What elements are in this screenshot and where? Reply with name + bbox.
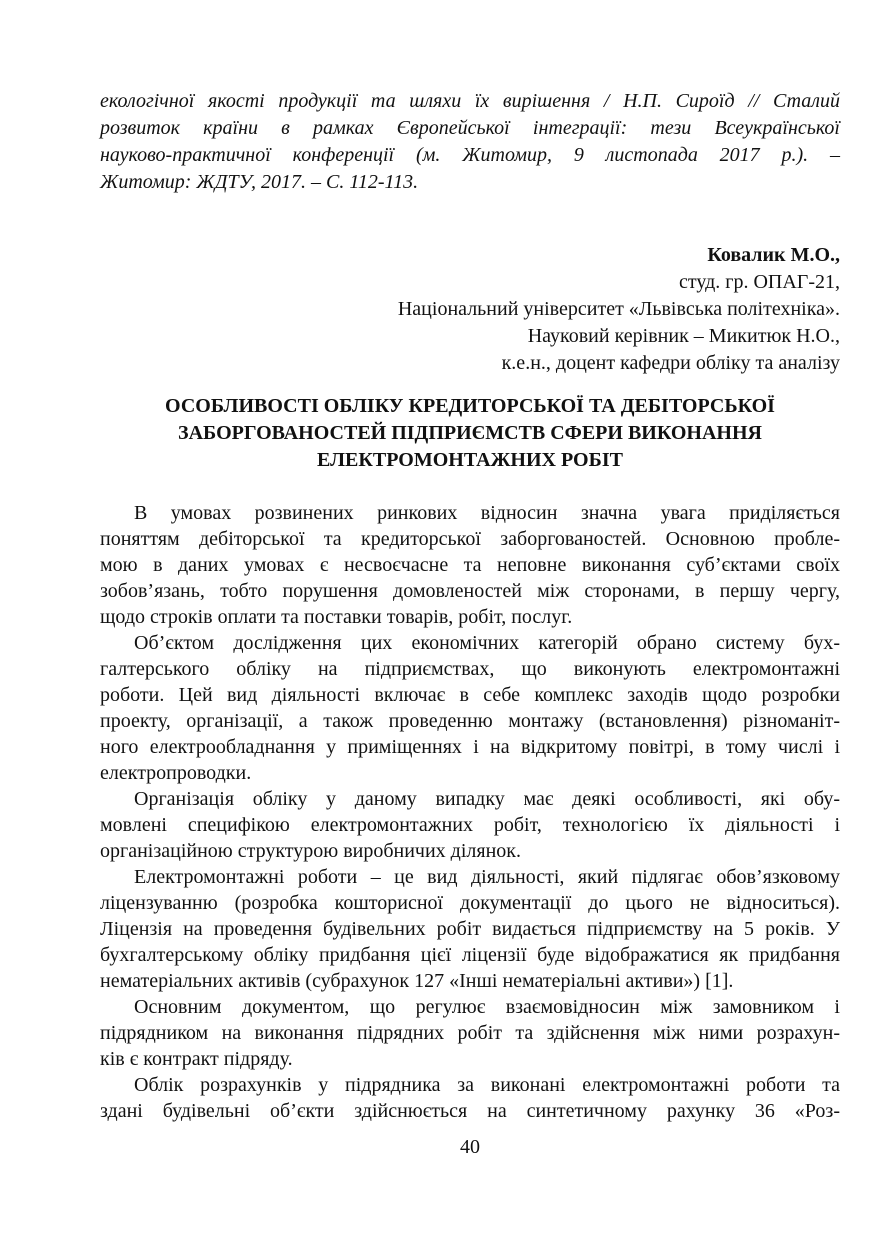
paragraph [100, 786, 840, 864]
paragraph [100, 864, 840, 994]
article-title-line: ОСОБЛИВОСТІ ОБЛІКУ КРЕДИТОРСЬКОЇ ТА ДЕБІТОРСЬКОЇ [165, 395, 775, 417]
text-line: Ліцензія на проведення будівельних робіт видається підприємству на 5 років. У [100, 918, 840, 940]
text-line: організаційною структурою виробничих ділянок. [100, 840, 522, 862]
reference-line: науково-практичної конференції (м. Житомир, 9 листопада 2017 р.). – [100, 144, 840, 166]
author-detail-line: Національний університет «Львівська політехніка». [397, 298, 840, 320]
author-name: Ковалик М.О., [707, 244, 840, 266]
article-title-line: ЗАБОРГОВАНОСТЕЙ ПІДПРИЄМСТВ СФЕРИ ВИКОНАННЯ [178, 422, 762, 444]
article-title-line: ЕЛЕКТРОМОНТАЖНИХ РОБІТ [317, 449, 623, 471]
text-line: здані будівельні об’єкти здійснюється на синтетичному рахунку 36 «Роз- [100, 1100, 840, 1122]
paragraph [100, 994, 840, 1072]
paragraph [100, 1072, 840, 1124]
author-detail-line: Науковий керівник – Микитюк Н.О., [527, 325, 840, 347]
text-line: бухгалтерському обліку придбання цієї ліцензії буде відображатися як придбання [100, 944, 840, 966]
paragraph [100, 500, 840, 630]
text-line: галтерського обліку на підприємствах, що виконують електромонтажні [100, 658, 840, 680]
text-line: ків є контракт підряду. [100, 1048, 293, 1070]
text-line: мовлені специфікою електромонтажних робіт, технологією їх діяльності і [100, 814, 840, 836]
text-line: Організація обліку у даному випадку має деякі особливості, які обу- [134, 788, 840, 810]
text-line: проекту, організації, а також проведенню монтажу (встановлення) різноманіт- [100, 710, 840, 732]
paragraph [100, 630, 840, 786]
page-number: 40 [460, 1136, 480, 1158]
text-line: роботи. Цей вид діяльності включає в себе комплекс заходів щодо розробки [100, 684, 840, 706]
text-line: нематеріальних активів (субрахунок 127 «Інші нематеріальні активи») [1]. [100, 970, 734, 992]
text-line: Електромонтажні роботи – це вид діяльності, який підлягає обов’язковому [134, 866, 840, 888]
article-title [100, 393, 840, 474]
text-line: підрядником на виконання підрядних робіт та здійснення між ними розрахун- [100, 1022, 840, 1044]
text-line: В умовах розвинених ринкових відносин значна увага приділяється [134, 502, 840, 524]
text-line: Основним документом, що регулює взаємовідносин між замовником і [134, 996, 840, 1018]
text-line: ліцензуванню (розробка кошторисної документації до цього не відноситься). [100, 892, 840, 914]
reference-line: розвиток країни в рамках Європейської інтеграції: тези Всеукраїнської [100, 117, 840, 139]
reference-citation [100, 88, 840, 196]
text-line: поняттям дебіторської та кредиторської заборгованостей. Основною пробле- [100, 528, 840, 550]
text-line: зобов’язань, тобто порушення домовленостей між сторонами, в першу чергу, [100, 580, 840, 602]
author-block [100, 242, 840, 377]
text-line: Облік розрахунків у підрядника за виконані електромонтажні роботи та [134, 1074, 840, 1096]
author-detail-line: студ. гр. ОПАГ-21, [678, 271, 840, 293]
author-details [100, 269, 840, 377]
text-line: Об’єктом дослідження цих економічних категорій обрано систему бух- [134, 632, 840, 654]
article-body [100, 500, 840, 1124]
reference-line: екологічної якості продукції та шляхи їх вирішення / Н.П. Сироїд // Сталий [100, 90, 840, 112]
text-line: ного електрообладнання у приміщеннях і на відкритому повітрі, в тому числі і [100, 736, 840, 758]
text-line: електропроводки. [100, 762, 252, 784]
text-line: щодо строків оплати та поставки товарів, робіт, послуг. [100, 606, 573, 628]
reference-line: Житомир: ЖДТУ, 2017. – С. 112-113. [100, 171, 419, 193]
author-detail-line: к.е.н., доцент кафедри обліку та аналізу [501, 352, 840, 374]
text-line: мою в даних умовах є несвоєчасне та неповне виконання суб’єктами своїх [100, 554, 840, 576]
